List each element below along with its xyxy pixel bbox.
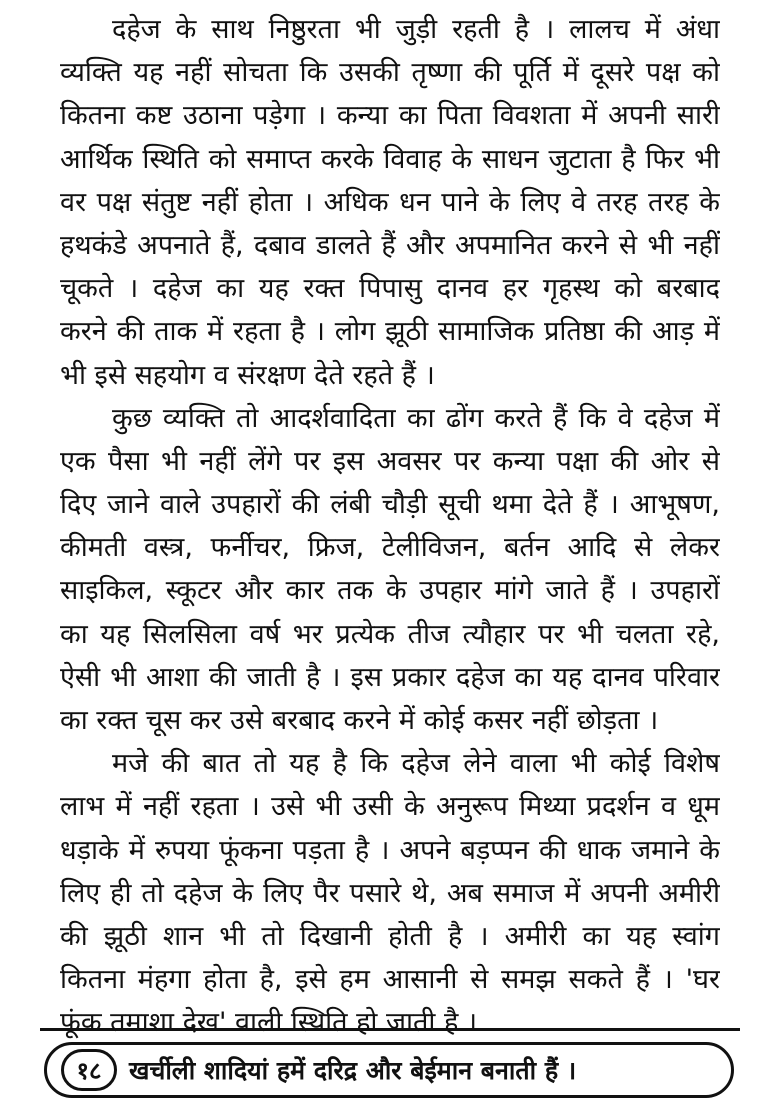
- text-line: ऐसी भी आशा की जाती है । इस प्रकार दहेज का यह दानव परिवार: [60, 661, 720, 693]
- text-line: दिए जाने वाले उपहारों की लंबी चौड़ी सूची थमा देते हैं । आभूषण,: [60, 489, 720, 521]
- page-number: १८: [61, 1049, 117, 1091]
- footer-banner: [44, 1042, 734, 1098]
- text-line: व्यक्ति यह नहीं सोचता कि उसकी तृष्णा की पूर्ति में दूसरे पक्ष को: [60, 57, 720, 89]
- text-line: का रक्त चूस कर उसे बरबाद करने में कोई कसर नहीं छोड़ता ।: [60, 705, 659, 736]
- text-line: का यह सिलसिला वर्ष भर प्रत्येक तीज त्यौहार पर भी चलता रहे,: [60, 618, 720, 650]
- text-line: की झूठी शान भी तो दिखानी होती है । अमीरी का यह स्वांग: [60, 920, 720, 952]
- footer-slogan: खर्चीली शादियां हमें दरिद्र और बेईमान बनाती हैं ।: [129, 1056, 577, 1085]
- text-line: भी इसे सहयोग व संरक्षण देते रहते हैं ।: [60, 359, 435, 391]
- footer-divider: [40, 1028, 740, 1031]
- text-line: साइकिल, स्कूटर और कार तक के उपहार मांगे जाते हैं । उपहारों: [60, 575, 720, 607]
- text-line: करने की ताक में रहता है । लोग झूठी सामाजिक प्रतिष्ठा की आड़ में: [60, 316, 720, 348]
- text-line: एक पैसा भी नहीं लेंगे पर इस अवसर पर कन्या पक्षा की ओर से: [60, 445, 720, 477]
- text-line: हथकंडे अपनाते हैं, दबाव डालते हैं और अपमानित करने से भी नहीं: [60, 229, 720, 261]
- text-line: कीमती वस्त्र, फर्नीचर, फ्रिज, टेलीविजन, बर्तन आदि से लेकर: [60, 532, 720, 564]
- text-line: चूकते । दहेज का यह रक्त पिपासु दानव हर गृहस्थ को बरबाद: [60, 273, 720, 305]
- text-line: कितना मंहगा होता है, इसे हम आसानी से समझ सकते हैं । 'घर: [60, 964, 720, 996]
- text-line: आर्थिक स्थिति को समाप्त करके विवाह के साधन जुटाता है फिर भी: [60, 143, 720, 175]
- text-line: दहेज के साथ निष्ठुरता भी जुड़ी रहती है । लालच में अंधा: [112, 14, 720, 45]
- text-line: कुछ व्यक्ति तो आदर्शवादिता का ढोंग करते हैं कि वे दहेज में: [112, 402, 720, 434]
- text-line: वर पक्ष संतुष्ट नहीं होता । अधिक धन पाने के लिए वे तरह तरह के: [60, 186, 720, 218]
- text-line: धड़ाके में रुपया फूंकना पड़ता है । अपने बड़प्पन की धाक जमाने के: [60, 834, 720, 866]
- text-line: फूंक तमाशा देख' वाली स्थिति हो जाती है ।: [60, 1007, 478, 1039]
- text-line: मजे की बात तो यह है कि दहेज लेने वाला भी कोई विशेष: [112, 748, 720, 780]
- text-line: लाभ में नहीं रहता । उसे भी उसी के अनुरूप मिथ्या प्रदर्शन व धूम: [60, 791, 720, 823]
- body-text: [60, 8, 720, 1045]
- text-line: लिए ही तो दहेज के लिए पैर पसारे थे, अब समाज में अपनी अमीरी: [60, 877, 720, 909]
- text-line: कितना कष्ट उठाना पड़ेगा । कन्या का पिता विवशता में अपनी सारी: [60, 100, 720, 132]
